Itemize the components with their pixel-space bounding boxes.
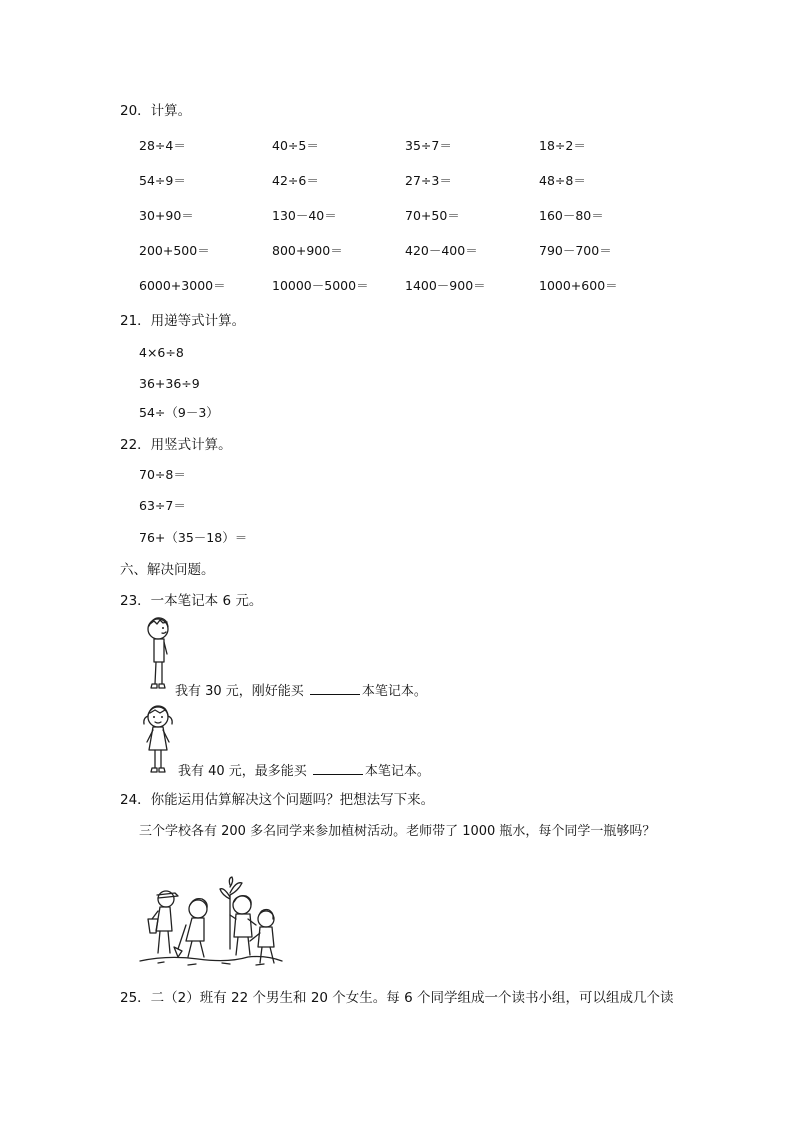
answer-blank[interactable] [313,762,363,775]
q20-cell: 790－700＝ [539,243,612,258]
q20-cell: 35÷7＝ [405,138,452,153]
q21-item: 4×6÷8 [139,345,184,360]
q20-cell: 54÷9＝ [139,173,186,188]
q20-cell: 30+90＝ [139,208,194,223]
q20-cell: 18÷2＝ [539,138,586,153]
q20-cell: 10000－5000＝ [272,278,369,293]
q20-cell: 42÷6＝ [272,173,319,188]
q21-item: 54÷（9－3） [139,405,219,420]
q25-title: 25．二（2）班有 22 个男生和 20 个女生。每 6 个同学组成一个读书小组，可以组成几个读 [120,990,674,1006]
section-title: 六、解决问题。 [120,562,215,578]
q20-cell: 48÷8＝ [539,173,586,188]
q23-boy-suffix: 本笔记本。 [361,684,427,699]
q22-item: 70÷8＝ [139,467,186,482]
q22-title: 22．用竖式计算。 [120,437,232,453]
q20-cell: 6000+3000＝ [139,278,226,293]
girl-icon [139,702,179,776]
q20-cell: 420－400＝ [405,243,478,258]
q23-title: 23．一本笔记本 6 元。 [120,593,263,609]
q20-cell: 28÷4＝ [139,138,186,153]
q23-girl-text: 我有 40 元，最多能买 [178,764,307,779]
boy-icon [145,616,175,692]
tree-planting-children-icon [138,875,286,971]
q21-item: 36+36÷9 [139,376,200,391]
q24-text: 三个学校各有 200 多名同学来参加植树活动。老师带了 1000 瓶水，每个同学一瓶够吗？ [139,824,656,839]
answer-blank[interactable] [310,682,360,695]
q23-girl-line [178,762,430,780]
q23-boy-text: 我有 30 元，刚好能买 [175,684,304,699]
q20-cell: 800+900＝ [272,243,343,258]
q20-cell: 70+50＝ [405,208,460,223]
q20-cell: 27÷3＝ [405,173,452,188]
q20-title: 20．计算。 [120,103,192,119]
q20-cell: 1000+600＝ [539,278,618,293]
q20-cell: 160－80＝ [539,208,604,223]
q20-cell: 200+500＝ [139,243,210,258]
q21-title: 21．用递等式计算。 [120,313,246,329]
q20-cell: 130－40＝ [272,208,337,223]
q23-girl-suffix: 本笔记本。 [364,764,430,779]
q24-title: 24．你能运用估算解决这个问题吗？把想法写下来。 [120,792,435,808]
q23-boy-line [175,682,427,700]
q20-cell: 1400－900＝ [405,278,486,293]
q22-item: 63÷7＝ [139,498,186,513]
q20-cell: 40÷5＝ [272,138,319,153]
q22-item: 76+（35－18）＝ [139,530,248,545]
